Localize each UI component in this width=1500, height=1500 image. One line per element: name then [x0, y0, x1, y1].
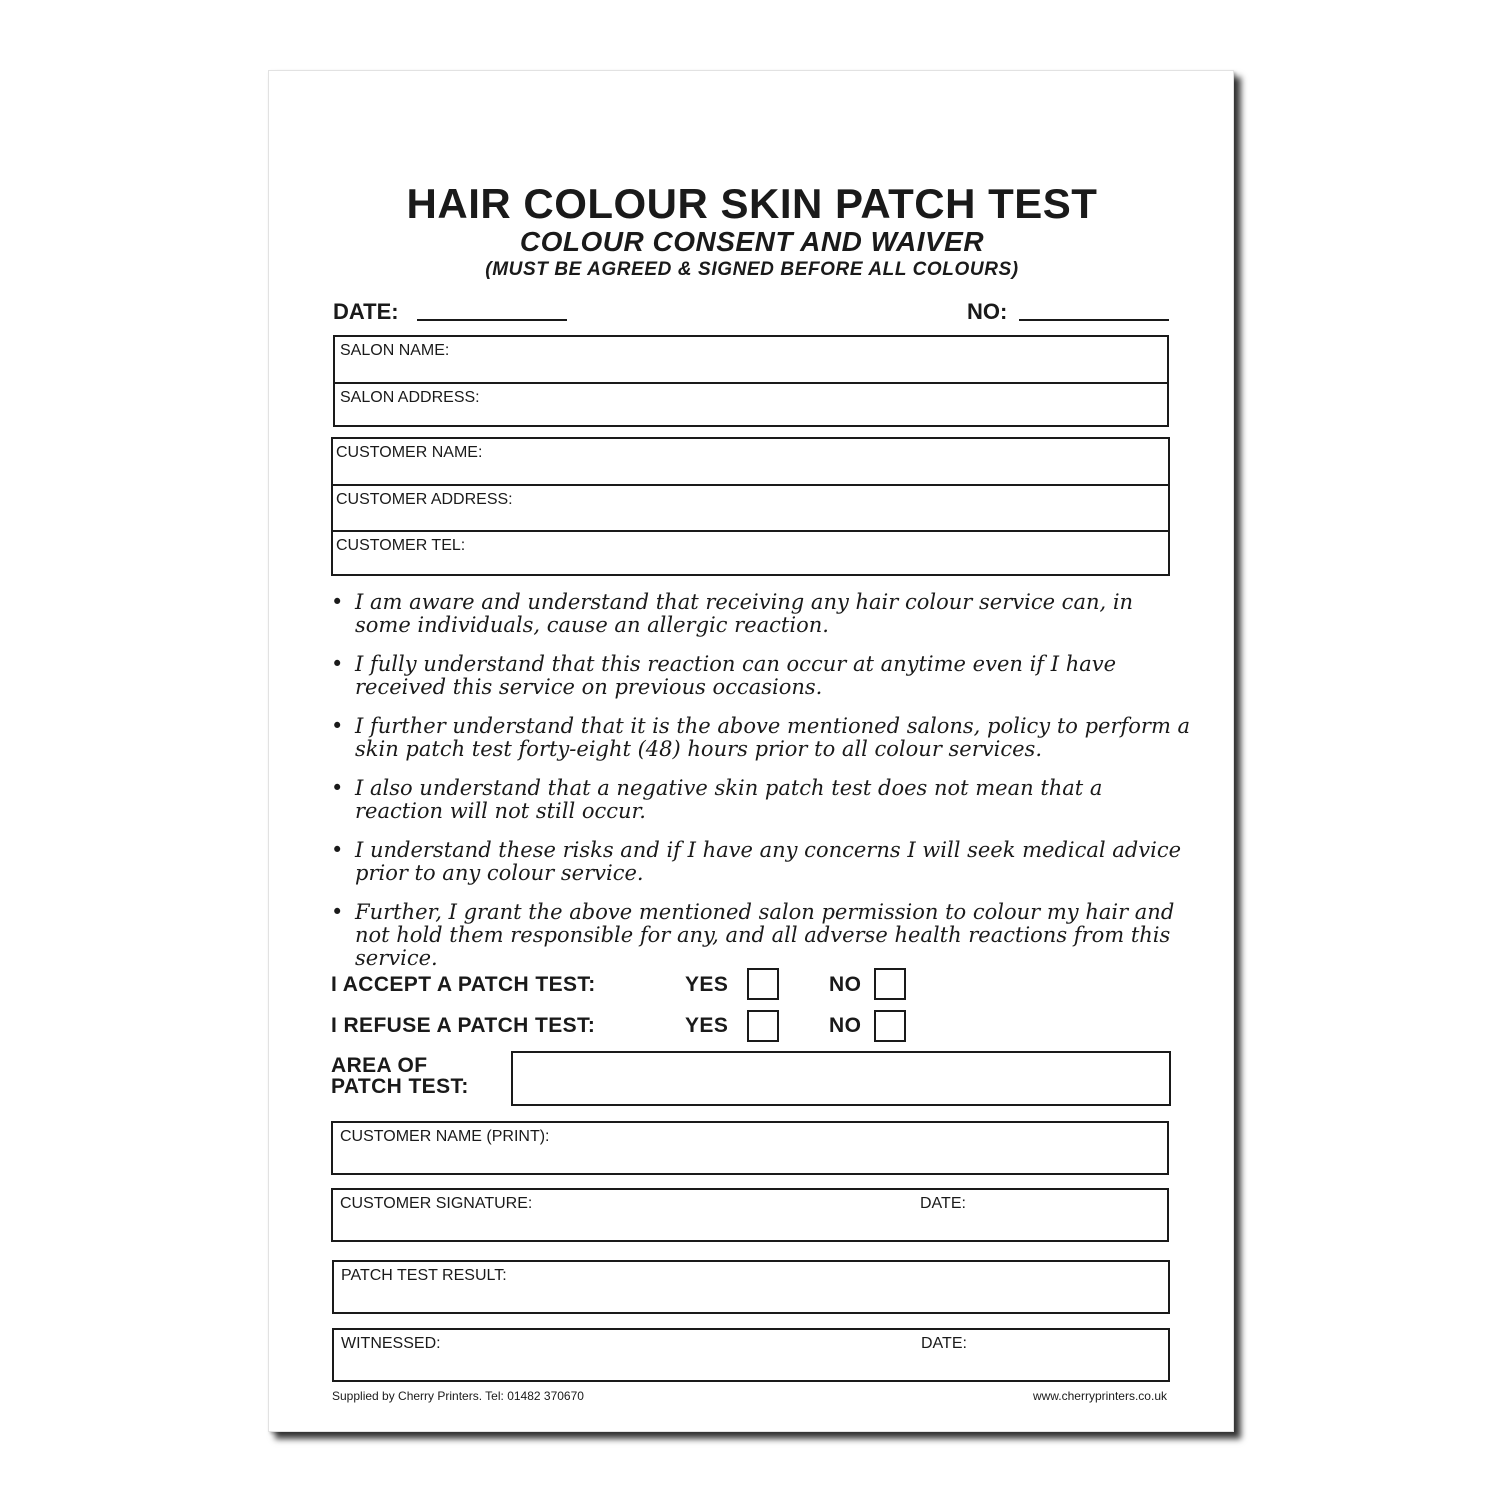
- patch-test-result-label: PATCH TEST RESULT:: [341, 1267, 507, 1284]
- salon-address-label: SALON ADDRESS:: [340, 389, 480, 406]
- statement-item: • I am aware and understand that receiving any hair colour service can, in some individuals, cause an allergic reaction.: [331, 590, 1134, 637]
- patch-test-result-field[interactable]: [332, 1260, 1170, 1314]
- website-footer: www.cherryprinters.co.uk: [1032, 1389, 1167, 1403]
- refuse-patch-label: I REFUSE A PATCH TEST:: [331, 1014, 596, 1037]
- salon-name-field[interactable]: [335, 337, 1167, 382]
- customer-signature-field[interactable]: [331, 1188, 1169, 1242]
- number-label: NO:: [967, 299, 1008, 324]
- salon-details-box: [333, 335, 1169, 427]
- refuse-yes-checkbox[interactable]: [747, 1010, 779, 1042]
- customer-details-box: [331, 437, 1170, 576]
- customer-signature-label: CUSTOMER SIGNATURE:: [340, 1195, 533, 1212]
- consent-statements: [331, 591, 1191, 986]
- signature-date-label: DATE:: [920, 1195, 966, 1212]
- customer-name-label: CUSTOMER NAME:: [336, 444, 483, 461]
- area-of-patch-field[interactable]: [511, 1051, 1171, 1106]
- witnessed-label: WITNESSED:: [341, 1335, 441, 1352]
- customer-name-print-label: CUSTOMER NAME (PRINT):: [340, 1128, 550, 1145]
- customer-address-label: CUSTOMER ADDRESS:: [336, 491, 513, 508]
- customer-tel-field[interactable]: [333, 530, 1168, 574]
- date-label: DATE:: [333, 299, 399, 324]
- date-field[interactable]: [417, 319, 567, 321]
- salon-address-field[interactable]: [335, 382, 1167, 425]
- statement-text: I also understand that a negative skin patch test does not mean that a reaction will not still occur.: [355, 776, 1103, 823]
- customer-name-field[interactable]: [333, 439, 1168, 484]
- area-of-patch-label: [331, 1055, 469, 1097]
- statement-item: • I fully understand that this reaction can occur at anytime even if I have received this service on previous occasions.: [331, 652, 1117, 699]
- refuse-no-label: NO: [829, 1014, 862, 1037]
- statement-text: I am aware and understand that receiving any hair colour service can, in some individuals, cause an allergic reaction.: [355, 590, 1134, 637]
- area-label-line2: PATCH TEST:: [331, 1075, 469, 1098]
- accept-yes-label: YES: [685, 973, 729, 996]
- witnessed-date-label: DATE:: [921, 1335, 967, 1352]
- accept-no-label: NO: [829, 973, 862, 996]
- area-label-line1: AREA OF: [331, 1054, 428, 1077]
- number-field[interactable]: [1019, 319, 1169, 321]
- customer-name-print-field[interactable]: [331, 1121, 1169, 1175]
- accept-patch-label: I ACCEPT A PATCH TEST:: [331, 973, 596, 996]
- witnessed-field[interactable]: [332, 1328, 1170, 1382]
- statement-item: • I understand these risks and if I have any concerns I will seek medical advice prior to any colour service.: [331, 838, 1182, 885]
- form-subtitle: COLOUR CONSENT AND WAIVER: [519, 226, 985, 257]
- consent-form-sheet: [268, 70, 1234, 1432]
- statement-item: • Further, I grant the above mentioned salon permission to colour my hair and not hold them responsible for any, and all adverse health reactions from this service.: [331, 900, 1175, 970]
- statement-text: Further, I grant the above mentioned salon permission to colour my hair and not hold them responsible for any, and all adverse health reactions from this service.: [355, 900, 1175, 970]
- accept-yes-checkbox[interactable]: [747, 968, 779, 1000]
- accept-no-checkbox[interactable]: [874, 968, 906, 1000]
- statement-text: I understand these risks and if I have any concerns I will seek medical advice prior to any colour service.: [355, 838, 1182, 885]
- form-note: (MUST BE AGREED & SIGNED BEFORE ALL COLOURS): [485, 259, 1019, 280]
- supplier-footer: Supplied by Cherry Printers. Tel: 01482 370670: [332, 1389, 584, 1403]
- salon-name-label: SALON NAME:: [340, 342, 450, 359]
- refuse-yes-label: YES: [685, 1014, 729, 1037]
- statement-item: • I also understand that a negative skin patch test does not mean that a reaction will not still occur.: [331, 776, 1103, 823]
- statement-text: I further understand that it is the above mentioned salons, policy to perform a skin patch test forty-eight (48) hours prior to all colour services.: [355, 714, 1191, 761]
- statement-text: I fully understand that this reaction can occur at anytime even if I have received this service on previous occasions.: [355, 652, 1117, 699]
- customer-tel-label: CUSTOMER TEL:: [336, 537, 466, 554]
- refuse-no-checkbox[interactable]: [874, 1010, 906, 1042]
- form-title: HAIR COLOUR SKIN PATCH TEST: [406, 180, 1098, 227]
- statement-item: • I further understand that it is the above mentioned salons, policy to perform a skin patch test forty-eight (48) hours prior to all colour services.: [331, 714, 1191, 761]
- customer-address-field[interactable]: [333, 484, 1168, 530]
